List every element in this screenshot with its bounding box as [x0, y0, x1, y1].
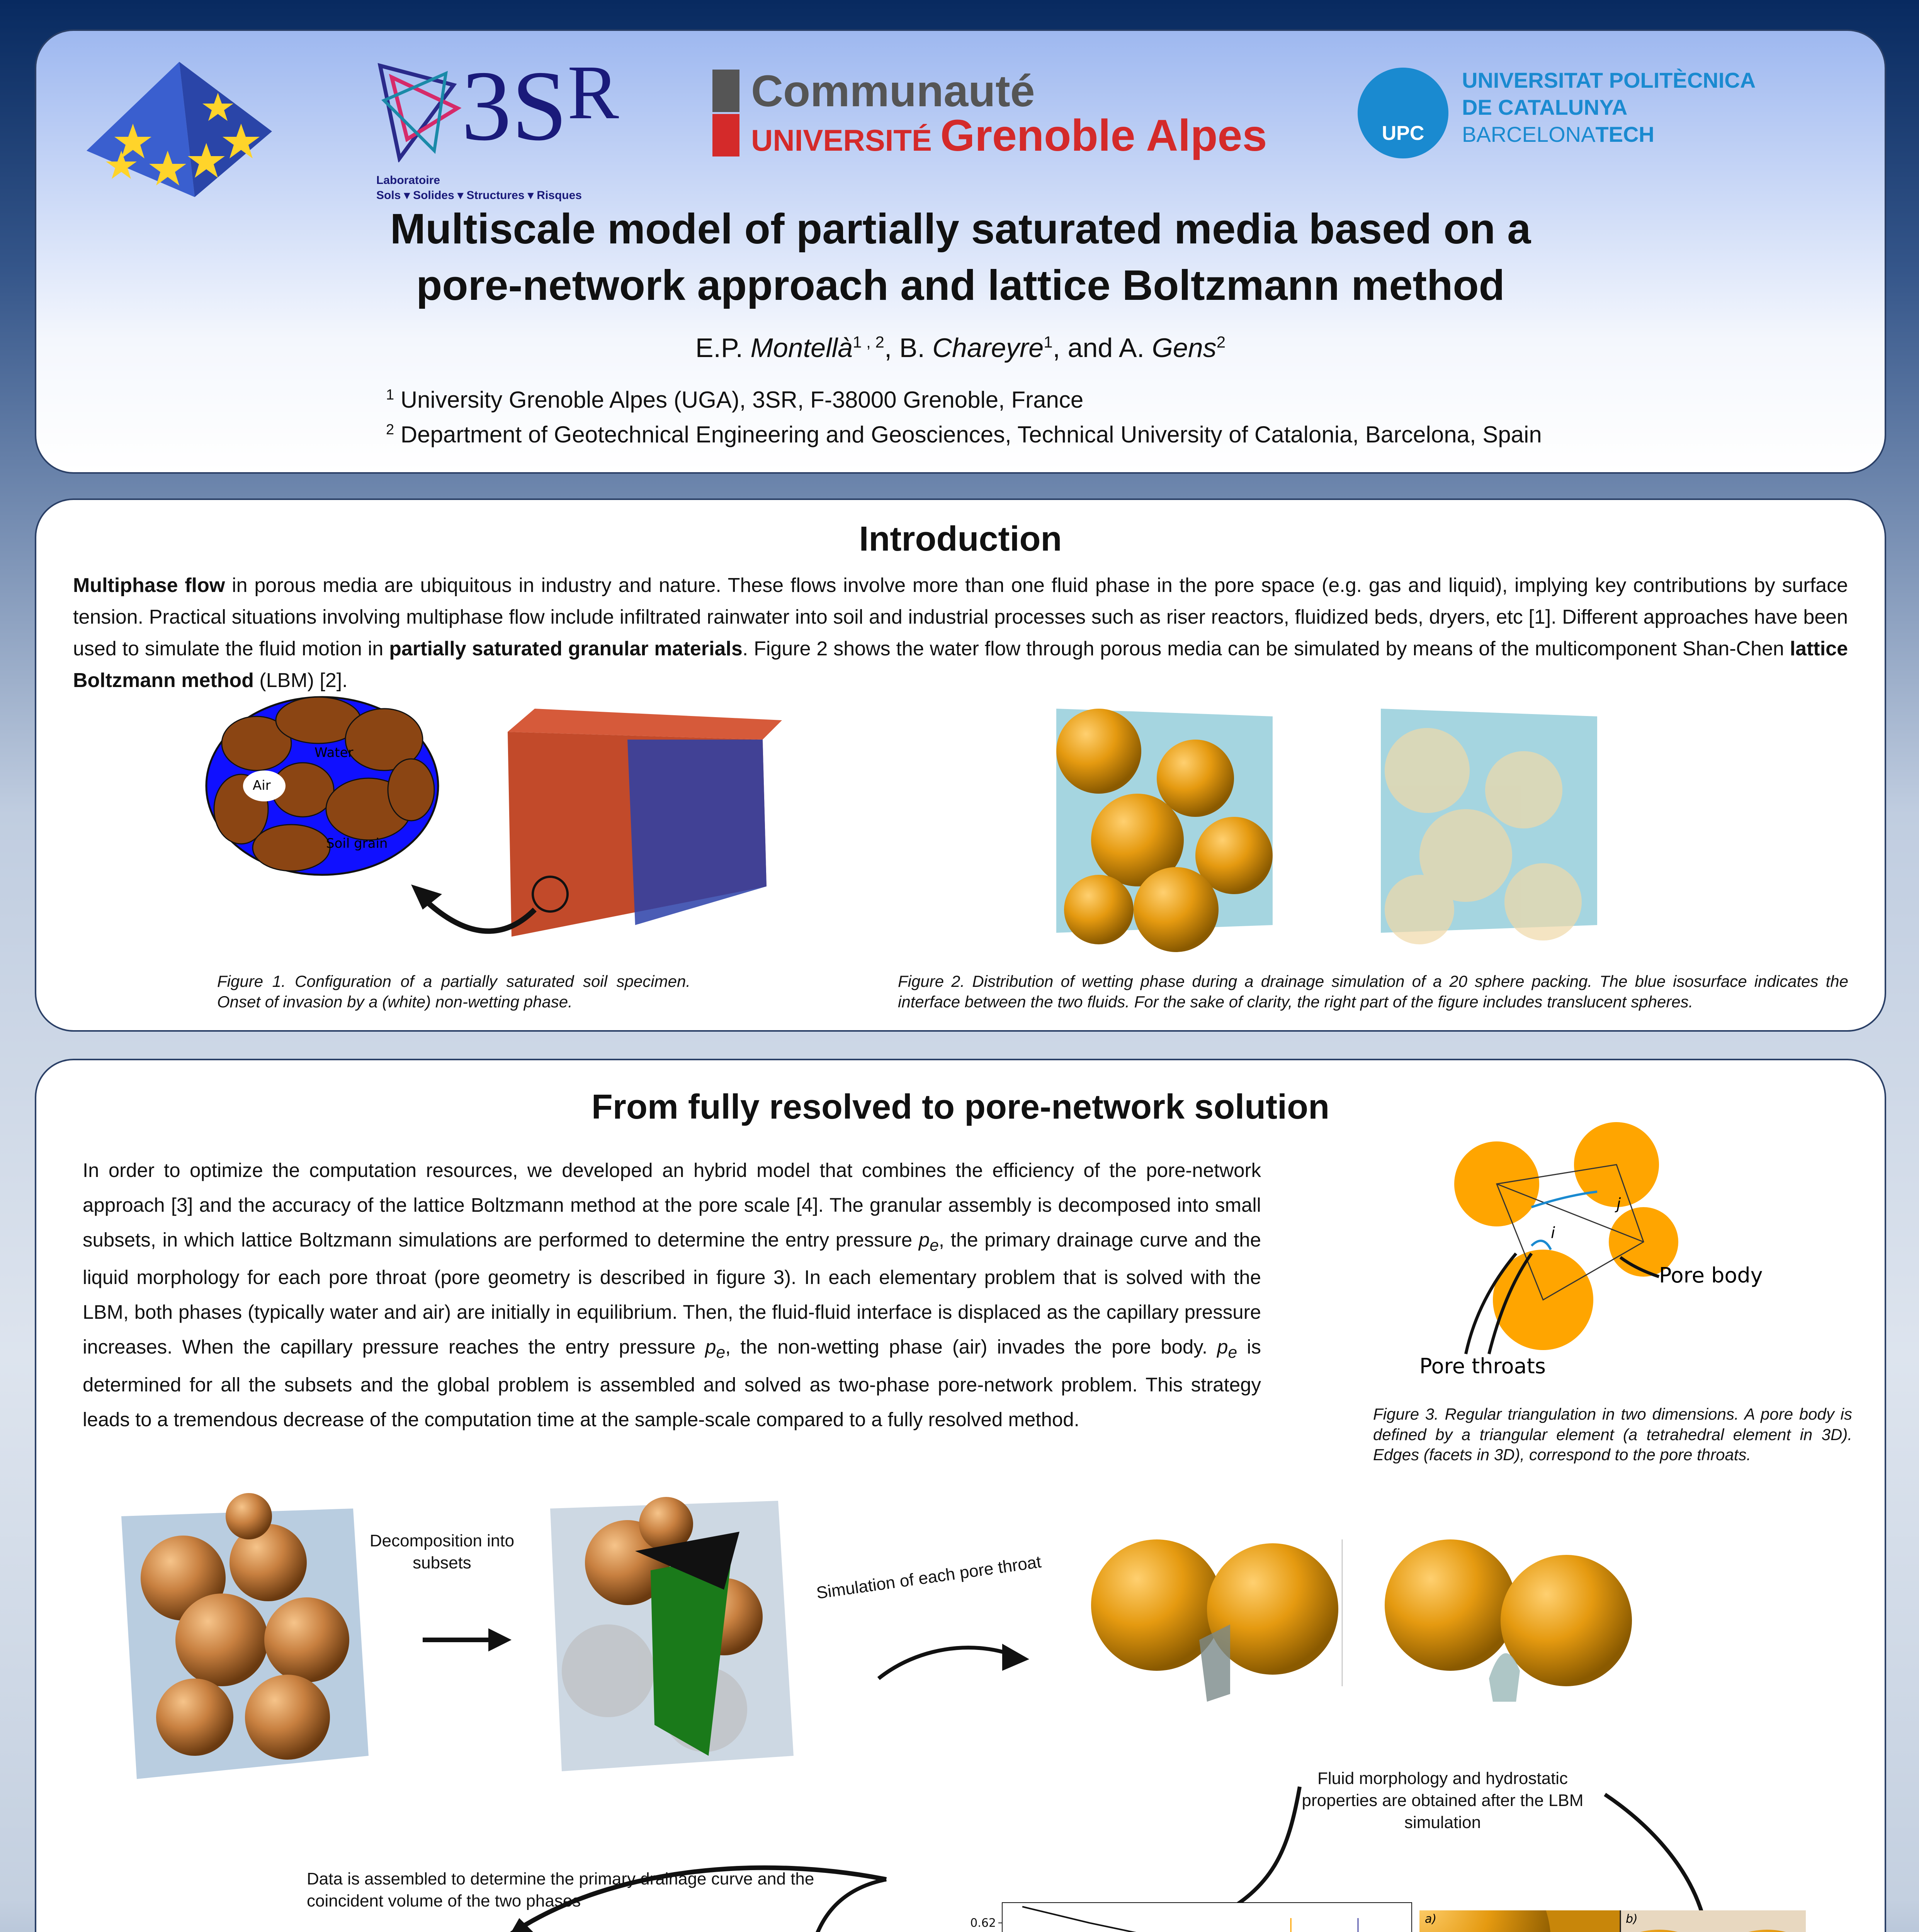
fig3-j-label: j: [1616, 1195, 1621, 1213]
uga-line2a: UNIVERSITÉ: [751, 123, 940, 157]
author-surname: Chareyre: [932, 333, 1044, 363]
title-line2: pore-network approach and lattice Boltzmann method: [416, 262, 1505, 310]
upc-badge-text: UPC: [1382, 122, 1424, 145]
flow-assembled-label: Data is assembled to determine the primary drainage curve and the coincident volume of the two phases: [307, 1869, 814, 1911]
uga-line1: Communauté: [751, 66, 1035, 116]
fig1-air-label: Air: [253, 778, 271, 793]
uga-bar-icon: [712, 70, 739, 112]
title-line1: Multiscale model of partially saturated media based on a: [390, 205, 1531, 253]
intro-title: Introduction: [859, 520, 1062, 558]
panel-b-label: b): [1626, 1912, 1638, 1926]
fig1-soil-label: Soil grain: [326, 836, 388, 851]
uga-bar-red-icon: [712, 114, 739, 156]
fig1-water-label: Water: [314, 745, 354, 760]
method-title: From fully resolved to pore-network solution: [591, 1088, 1330, 1126]
figure-1: [202, 693, 805, 956]
y-tick-label: 0.62: [970, 1916, 996, 1930]
figure-3-caption: Figure 3. Regular triangulation in two dimensions. A pore body is defined by a triangular element (a tetrahedral element in 3D). Edges (facets in 3D), correspond to the pore throats.: [1373, 1405, 1852, 1464]
upc-logo: [1358, 68, 1860, 168]
figure-3: [1350, 1107, 1852, 1400]
3sr-main: 3S: [461, 50, 568, 162]
uga-logo: [712, 66, 1292, 185]
flow-fluid-label: Fluid morphology and hydrostatic properties are obtained after the LBM simulation: [1302, 1769, 1584, 1832]
upc-line2: DE CATALUNYA: [1462, 95, 1628, 119]
lab-3sr-logo: [376, 46, 627, 213]
figure-2-caption: Figure 2. Distribution of wetting phase during a drainage simulation of a 20 sphere packing. The blue isosurface indicates the interface between the two fluids. For the sake of clarity, the right part of the figure includes translucent spheres.: [898, 972, 1848, 1011]
poster-title: [229, 201, 1691, 314]
panel-a-label: a): [1425, 1912, 1437, 1926]
author-surname: Montellà: [750, 333, 853, 363]
fig3-i-label: i: [1551, 1224, 1555, 1242]
author-surname: Gens: [1152, 333, 1217, 363]
uga-line2b: Grenoble Alpes: [940, 111, 1267, 160]
method-paragraph: In order to optimize the computation resources, we developed an hybrid model that combines the efficiency of the pore-network approach [3] and the accuracy of the lattice Boltzmann method at the pore scale [4]. The granular assembly is decomposed into small subsets, in which lattice Boltzmann simulations are performed to determine the entry pressure $p_e$, the primary drainage curve and the liquid morphology for each pore throat (pore geometry is described in figure 3). In each elementary problem that is solved with the LBM, both phases (typically water and air) are initially in equilibrium. Then, the fluid-fluid interface is displaced as the capillary pressure increases. When the capillary pressure reaches the entry pressure $p_e$, the non-wetting phase (air) invades the pore body. $p_e$ is determined for all the subsets and the global problem is assembled and solved as two-phase pore-network problem. This strategy leads to a tremendous decrease of the computation time at the sample-scale compared to a fully resolved method.: [83, 1159, 1261, 1430]
header-panel: [35, 29, 1886, 474]
3sr-line1: Laboratoire: [376, 174, 440, 187]
3sr-line2: Sols ▾ Solides ▾ Structures ▾ Risques: [376, 189, 582, 202]
upc-line3a: BARCELONA: [1462, 122, 1596, 146]
method-panel: [35, 1059, 1886, 1932]
figure-1-caption: Figure 1. Configuration of a partially saturated soil specimen. Onset of invasion by a (white) non-wetting phase.: [217, 972, 690, 1011]
morphology-panels: [1419, 1910, 1806, 1932]
flow-decomposition-label: Decomposition into subsets: [369, 1531, 515, 1573]
upc-line1: UNIVERSITAT POLITÈCNICA: [1462, 68, 1756, 92]
3sr-super: R: [567, 50, 619, 135]
vstar-chart: [925, 1891, 1427, 1932]
upc-line3b: TECH: [1595, 122, 1654, 146]
fig3-pore-body-label: Pore body: [1659, 1263, 1763, 1287]
flow-simulation-label: Simulation of each pore throat: [815, 1552, 1043, 1603]
figure-2: [1041, 693, 1659, 956]
introduction-panel: [35, 498, 1886, 1032]
intro-paragraph: Multiphase flow in porous media are ubiquitous in industry and nature. These flows involve more than one fluid phase in the pore space (e.g. gas and liquid), implying key contributions by surface tension. Practical situations involving multiphase flow include infiltrated rainwater into soil and industrial processes such as riser reactors, fluidized beds, dryers, etc [1]. Different approaches have been used to simulate the fluid motion in partially saturated granular materials. Figure 2 shows the water flow through porous media can be simulated by means of the multicomponent Shan-Chen lattice Boltzmann method (LBM) [2].: [73, 574, 1848, 692]
affiliations: [386, 383, 1542, 452]
affiliation-1: $^1$ University Grenoble Alpes (UGA), 3SR, F-38000 Grenoble, France: [386, 387, 1084, 413]
3sr-triangles-icon: [376, 62, 461, 162]
authors: E.P. Montellà$^{1 , 2}$, B. Chareyre$^1$, and A. Gens$^2$: [695, 333, 1226, 363]
fig3-pore-throats-label: Pore throats: [1419, 1354, 1546, 1378]
affiliation-2: $^2$ Department of Geotechnical Engineering and Geosciences, Technical University of Catalonia, Barcelona, Spain: [386, 422, 1542, 447]
eu-pyramid-logo: [79, 54, 280, 201]
